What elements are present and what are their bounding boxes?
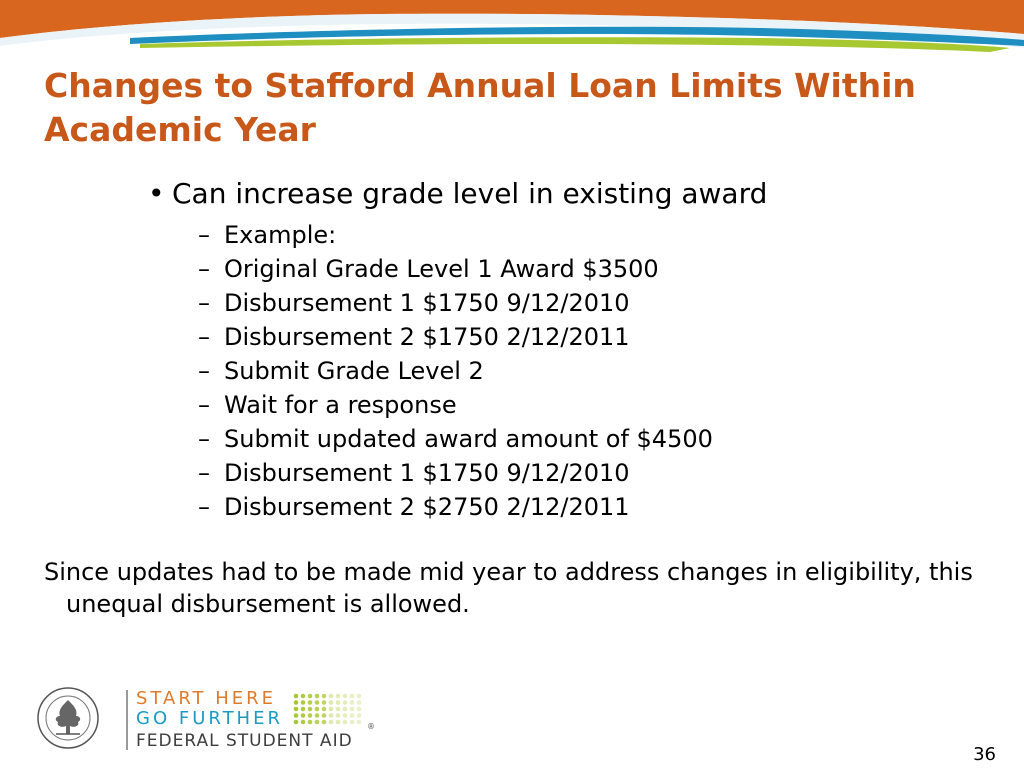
dash-icon: – [198, 391, 210, 419]
main-bullet-text: Can increase grade level in existing award [172, 177, 768, 210]
sub-bullet-text: Original Grade Level 1 Award $3500 [224, 255, 659, 283]
header-band [0, 0, 1024, 62]
sub-bullet-text: Submit Grade Level 2 [224, 357, 484, 385]
sub-bullet-text: Wait for a response [224, 391, 457, 419]
brand-line-2: GO FURTHER [136, 708, 283, 729]
sub-bullet [198, 456, 713, 490]
page-number: 36 [973, 744, 996, 765]
footer-logo [30, 684, 375, 756]
dash-icon: – [198, 459, 210, 487]
slide-title: Changes to Stafford Annual Loan Limits Within Academic Year [44, 66, 916, 149]
sub-bullet-text: Example: [224, 221, 337, 249]
sub-bullet-text: Disbursement 2 $2750 2/12/2011 [224, 493, 630, 521]
dash-icon: – [198, 255, 210, 283]
sub-bullet-text: Submit updated award amount of $4500 [224, 425, 713, 453]
sub-bullet [198, 422, 713, 456]
brand-line-1: START HERE [136, 688, 277, 709]
sub-bullet [198, 354, 713, 388]
sub-bullet-text: Disbursement 1 $1750 9/12/2010 [224, 459, 630, 487]
bullet-dot-icon: • [148, 177, 165, 210]
sub-bullet [198, 252, 713, 286]
footer-divider [126, 690, 128, 750]
registered-mark: ® [367, 722, 375, 731]
dash-icon: – [198, 493, 210, 521]
dash-icon: – [198, 323, 210, 351]
sub-bullet-text: Disbursement 1 $1750 9/12/2010 [224, 289, 630, 317]
sub-bullet [198, 490, 713, 524]
dash-icon: – [198, 289, 210, 317]
sub-bullet [198, 218, 713, 252]
dash-icon: – [198, 221, 210, 249]
department-of-education-seal-icon [36, 686, 100, 750]
sub-bullet [198, 286, 713, 320]
sub-bullet [198, 320, 713, 354]
dash-icon: – [198, 425, 210, 453]
dash-icon: – [198, 357, 210, 385]
logo-dots-icon [292, 692, 366, 726]
main-bullet [148, 174, 767, 214]
sub-bullet [198, 388, 713, 422]
sub-bullet-list [198, 218, 713, 524]
brand-line-3: FEDERAL STUDENT AID [136, 731, 353, 751]
slide-note: Since updates had to be made mid year to address changes in eligibility, this unequal disbursement is allowed. [44, 558, 973, 618]
sub-bullet-text: Disbursement 2 $1750 2/12/2011 [224, 323, 630, 351]
